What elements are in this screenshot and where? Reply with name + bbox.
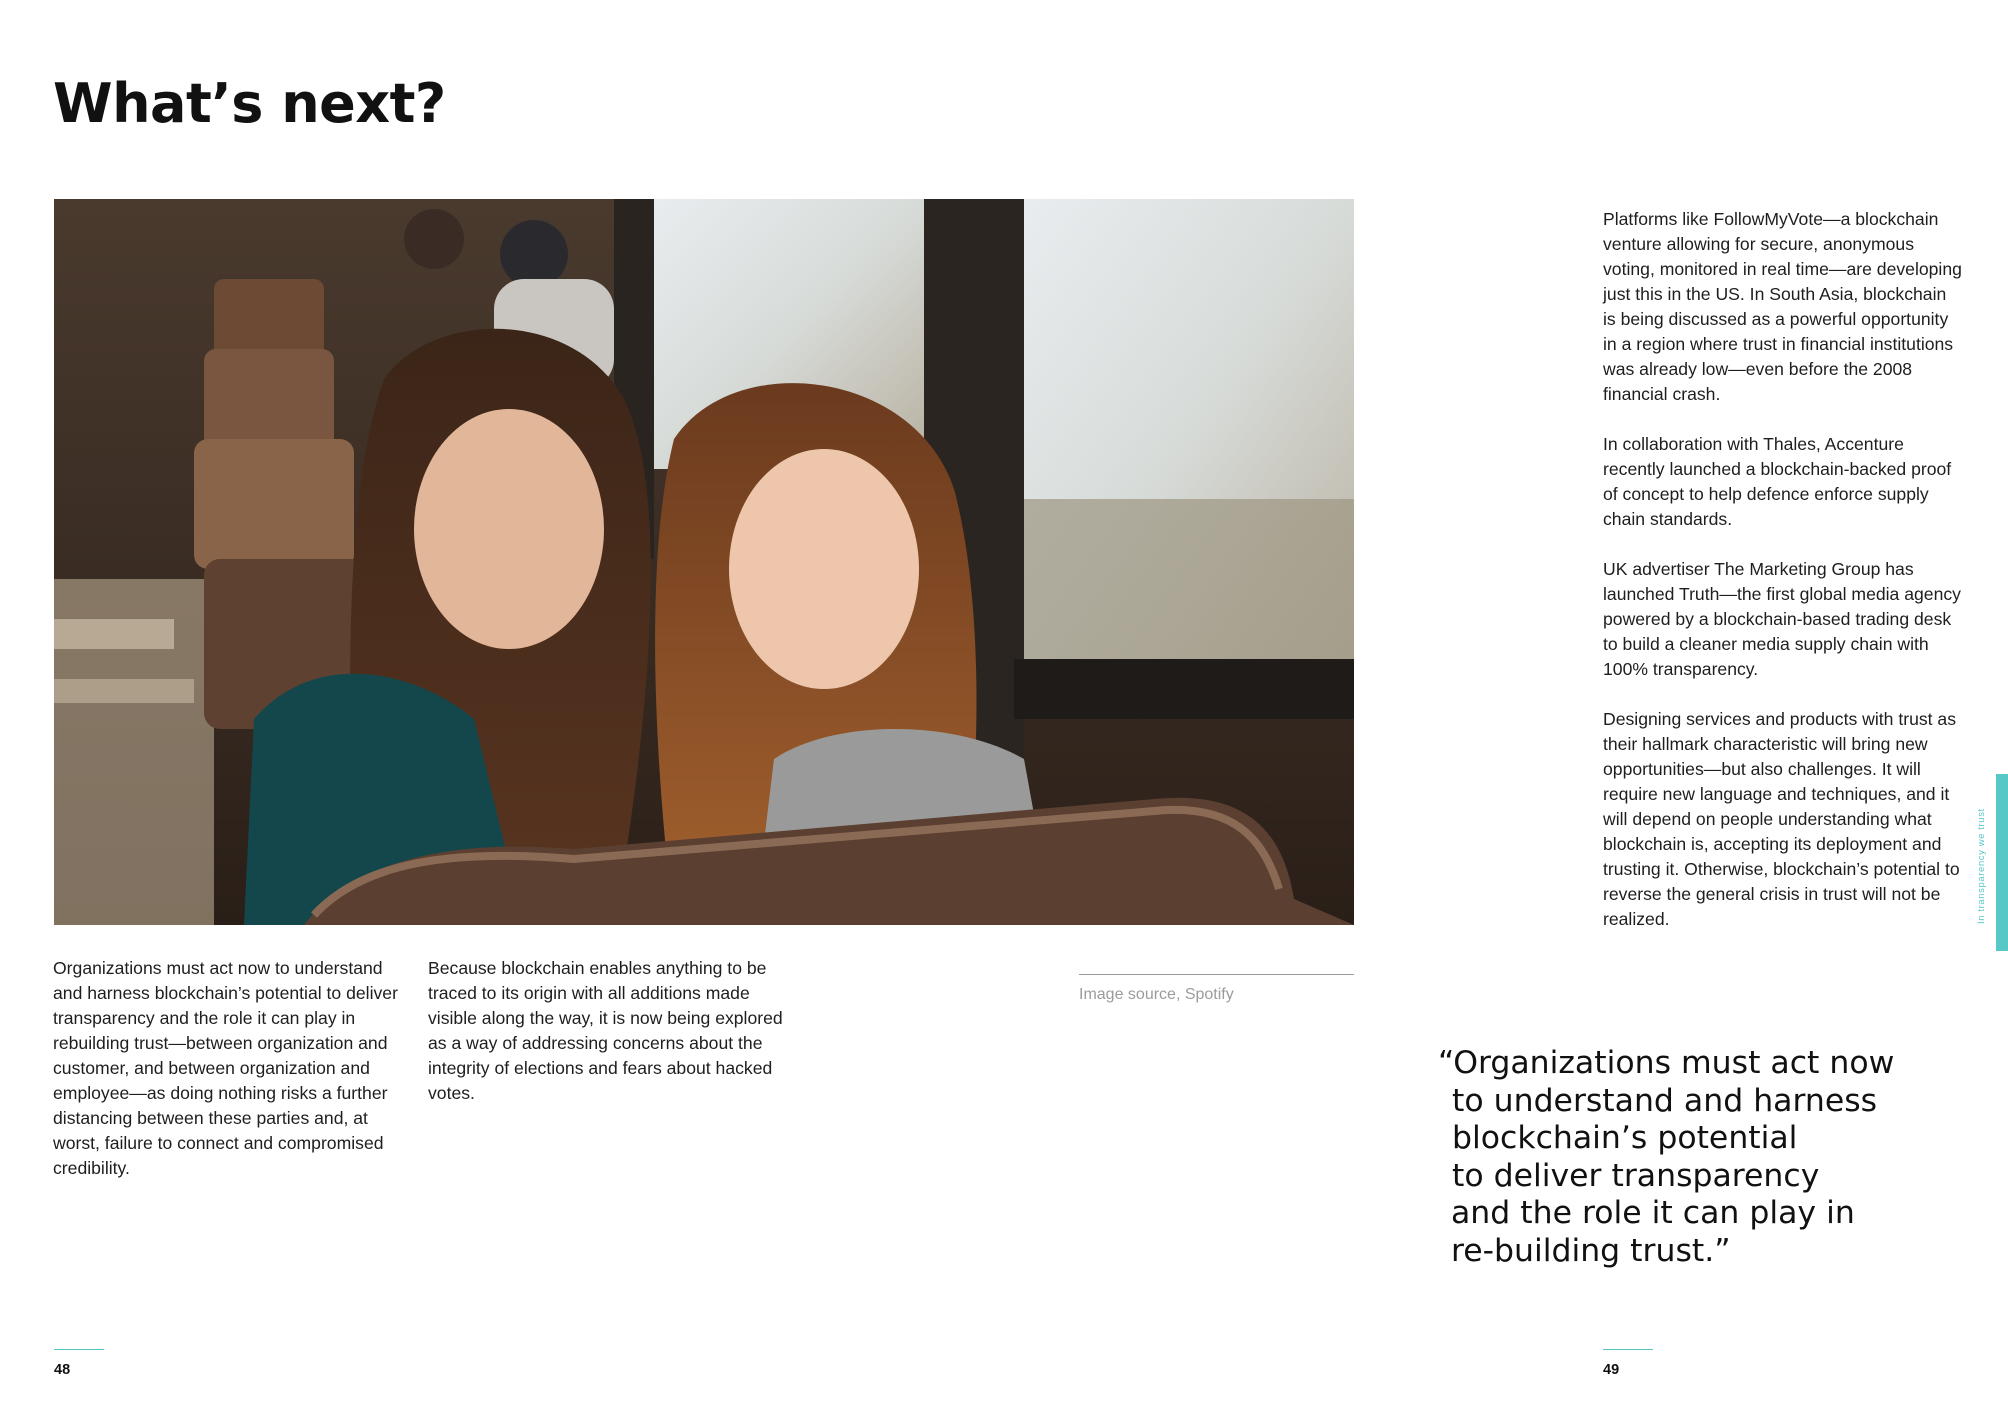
right-paragraph: UK advertiser The Marketing Group has launched Truth—the first global media agency powered by a blockchain-based trading desk to build a cleaner media supply chain with 100% transparency. <box>1603 559 1961 679</box>
pull-quote-line: to understand and harness <box>1452 1082 1878 1119</box>
body-column-2: Because blockchain enables anything to be traced to its origin with all additions made visible along the way, it is now being explored as a way of addressing concerns about the integrity of elections and fears about hacked votes. <box>428 958 783 1103</box>
page-number-right: 49 <box>1603 1362 1620 1378</box>
right-paragraph: Platforms like FollowMyVote—a blockchain venture allowing for secure, anonymous voting, monitored in real time—are developing just this in the US. In South Asia, blockchain is being discussed as a powerful opportunity in a region where trust in financial institutions was already low—even before the 2008 financial crash. <box>1603 209 1962 404</box>
right-paragraph: In collaboration with Thales, Accenture recently launched a blockchain-backed proof of concept to help defence enforce supply chain standards. <box>1603 434 1952 529</box>
pull-quote <box>1438 1045 1938 1270</box>
pull-quote-line: to deliver transparency <box>1452 1157 1820 1194</box>
hero-photo <box>54 199 1354 925</box>
pull-quote-line: and the role it can play in <box>1451 1195 1855 1231</box>
photo-illustration <box>54 199 1354 925</box>
image-credit-rule <box>1079 974 1354 975</box>
pull-quote-line: re-building trust.” <box>1451 1232 1731 1269</box>
page-title: What’s next? <box>53 72 446 135</box>
right-body-column <box>1603 207 1963 932</box>
footer-rule-right <box>1603 1349 1653 1350</box>
image-credit: Image source, Spotify <box>1079 986 1234 1003</box>
right-paragraph: Designing services and products with trust as their hallmark characteristic will bring new opportunities—but also challenges. It will require new language and techniques, and it will depend on people understanding what blockchain is, accepting its deployment and trusting it. Otherwise, blockchain’s potential to reverse the general crisis in trust will not be realized. <box>1603 709 1960 929</box>
page-number-left: 48 <box>54 1362 71 1378</box>
pull-quote-line: blockchain’s potential <box>1452 1120 1798 1156</box>
pull-quote-line: “Organizations must act now <box>1438 1045 1895 1081</box>
section-side-label: In transparency we trust <box>1976 808 1987 924</box>
footer-rule-left <box>54 1349 104 1350</box>
body-column-1: Organizations must act now to understand and harness blockchain’s potential to deliver transparency and the role it can play in rebuilding trust—between organization and customer, and between organization and employee—as doing nothing risks a further distancing between these parties and, at worst, failure to connect and compromised credibility. <box>53 958 398 1178</box>
section-side-tab[interactable] <box>1996 774 2008 951</box>
